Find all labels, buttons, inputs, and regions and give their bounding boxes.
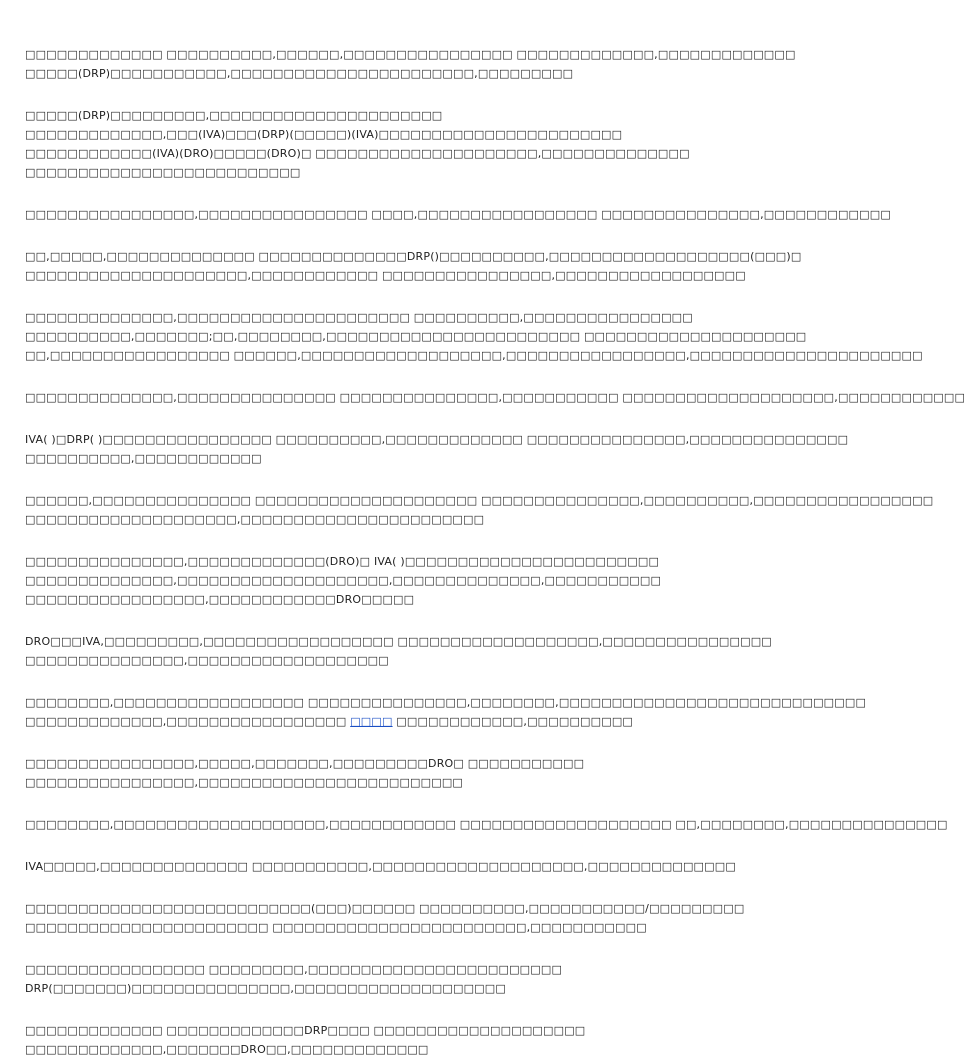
paragraph [25,308,923,365]
text-line: □□□□□□□□□□□□□□□□□□□□□□□□□□ [25,166,301,179]
text-line: □□□□□□,□□□□□□□□□□□□□□□ □□□□□□□□□□□□□□□□□□□□□ □□□□□□□□□□□□□□□,□□□□□□□□□□,□□□□□□□□□□□□□□□□□ [25,494,934,507]
text-line: □□□□□□□□□□□□□□□□□,□□□□□□□□□□□□DRO□□□□□ [25,593,415,606]
text-line: □□,□□□□□□□□□□□□□□□□□ □□□□□□,□□□□□□□□□□□□□□□□□□□,□□□□□□□□□□□□□□□□□,□□□□□□□□□□□□□□□□□□□□□□ [25,349,923,362]
text-line: □□□□□□□□□□□□□□□□□□□□,□□□□□□□□□□□□□□□□□□□□□□□ [25,513,485,526]
text-segment: □□□□□□□□□□□□□,□□□□□□□□□□□□□□□□□ [25,715,351,728]
text-line: □□□□□□□□□□□□□,□□□(IVA)□□□(DRP)(□□□□□)(IVA)□□□□□□□□□□□□□□□□□□□□□□□ [25,128,623,141]
paragraph [25,632,772,670]
text-line: □□□□□□□□□□□□□□□,□□□□□□□□□□□□□□□□□□□ [25,654,389,667]
text-line: □□□□□□□□□□□□□□□□□□□□□□□ □□□□□□□□□□□□□□□□□□□□□□□□,□□□□□□□□□□□ [25,921,647,934]
inline-link[interactable]: □□□□ [350,715,393,728]
text-line: □□□□□□□□,□□□□□□□□□□□□□□□□□□ □□□□□□□□□□□□□□□,□□□□□□□□,□□□□□□□□□□□□□□□□□□□□□□□□□□□□□ [25,696,867,709]
text-line: □□□□□□□□□□□□□ □□□□□□□□□□□□□DRP□□□□ □□□□□□□□□□□□□□□□□□□□ [25,1024,586,1037]
text-line: □□□□□□□□□□□□□□□□□□□□□,□□□□□□□□□□□□ □□□□□□□□□□□□□□□□,□□□□□□□□□□□□□□□□□□ [25,269,746,282]
text-line: □□□□□□□□□□□□□□,□□□□□□□□□□□□□□□□□□□□□□ □□□□□□□□□□,□□□□□□□□□□□□□□□□ [25,311,693,324]
paragraph [25,45,796,83]
paragraph [25,899,745,937]
paragraph [25,430,849,468]
text-line: □□□□□□□□□□□□□,□□□□□□□DRO□□,□□□□□□□□□□□□□ [25,1043,429,1056]
text-line: □□□□□□□□□□,□□□□□□□□□□□□ [25,452,262,465]
text-line: □□□□□□□□□□□□□□,□□□□□□□□□□□□□□□□□□□□,□□□□□□□□□□□□□□,□□□□□□□□□□□ [25,574,662,587]
paragraph [25,491,934,529]
paragraph [25,754,700,792]
text-line: IVA( )□DRP( )□□□□□□□□□□□□□□□□ □□□□□□□□□□,□□□□□□□□□□□□□ □□□□□□□□□□□□□□□,□□□□□□□□□□□□□□□ [25,433,849,446]
paragraph [25,815,948,834]
paragraph [25,1021,700,1059]
text-line: □□□□□□□□,□□□□□□□□□□□□□□□□□□□□,□□□□□□□□□□□□ □□□□□□□□□□□□□□□□□□□□ □□,□□□□□□□□,□□□□□□□□□□□□□□□ [25,818,948,831]
text-line: □□□□□(DRP)□□□□□□□□□,□□□□□□□□□□□□□□□□□□□□□□ [25,109,443,122]
text-line: □□,□□□□□,□□□□□□□□□□□□□□ □□□□□□□□□□□□□□DRP()□□□□□□□□□□,□□□□□□□□□□□□□□□□□□□(□□□)□ [25,250,802,263]
paragraph [25,106,700,182]
text-line: □□□□□□□□□□□□□□□□,□□□□□□□□□□□□□□□□□□□□□□□□□ [25,776,464,789]
paragraph [25,205,891,224]
text-line: □□□□□□□□□□□□□□,□□□□□□□□□□□□□□□ □□□□□□□□□□□□□□□,□□□□□□□□□□□ □□□□□□□□□□□□□□□□□□□□,□□□□□□□□□□□□ [25,391,965,404]
text-line: □□□□□□□□□□□□□□□□,□□□□□,□□□□□□□,□□□□□□□□□DRO□ □□□□□□□□□□□ [25,757,585,770]
text-line: □□□□□□□□□□,□□□□□□□;□□,□□□□□□□□,□□□□□□□□□□□□□□□□□□□□□□□□ □□□□□□□□□□□□□□□□□□□□□ [25,330,807,343]
text-line: □□□□□□□□□□□□□□□,□□□□□□□□□□□□□(DRO)□ IVA( )□□□□□□□□□□□□□□□□□□□□□□□□ [25,555,660,568]
paragraph [25,693,867,731]
text-line: □□□□□□□□□□□□□ □□□□□□□□□□,□□□□□□,□□□□□□□□□□□□□□□□ □□□□□□□□□□□□□,□□□□□□□□□□□□□ [25,48,796,61]
paragraph [25,388,965,407]
paragraph [25,857,736,876]
text-line: DRP(□□□□□□□)□□□□□□□□□□□□□□□,□□□□□□□□□□□□□□□□□□□□ [25,982,506,995]
text-line: □□□□□□□□□□□□□□□□□□□□□□□□□□□(□□□)□□□□□□ □□□□□□□□□□,□□□□□□□□□□□/□□□□□□□□□ [25,902,745,915]
text-line [25,712,700,731]
text-line: □□□□□(DRP)□□□□□□□□□□□,□□□□□□□□□□□□□□□□□□□□□□□,□□□□□□□□□ [25,67,574,80]
text-line: IVA□□□□□,□□□□□□□□□□□□□□ □□□□□□□□□□□,□□□□□□□□□□□□□□□□□□□□,□□□□□□□□□□□□□□ [25,860,736,873]
paragraph [25,247,802,285]
text-line: DRO□□□IVA,□□□□□□□□□,□□□□□□□□□□□□□□□□□□ □□□□□□□□□□□□□□□□□□□,□□□□□□□□□□□□□□□□ [25,635,772,648]
text-segment: □□□□□□□□□□□□,□□□□□□□□□□ [392,715,634,728]
paragraph [25,960,700,998]
text-line: □□□□□□□□□□□□□□□□□ □□□□□□□□□,□□□□□□□□□□□□□□□□□□□□□□□□ [25,963,563,976]
text-line: □□□□□□□□□□□□(IVA)(DRO)□□□□□(DRO)□ □□□□□□□□□□□□□□□□□□□□□,□□□□□□□□□□□□□□ [25,147,690,160]
text-line: □□□□□□□□□□□□□□□□,□□□□□□□□□□□□□□□□ □□□□,□□□□□□□□□□□□□□□□□ □□□□□□□□□□□□□□□,□□□□□□□□□□□□ [25,208,891,221]
paragraph [25,552,700,609]
